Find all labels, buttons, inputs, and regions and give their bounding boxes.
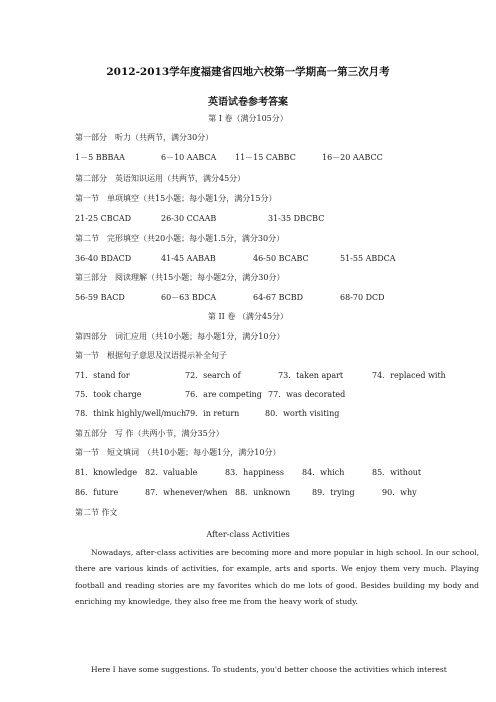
answer-item: 85．without (372, 468, 422, 477)
answer-item: 84．which (302, 468, 345, 477)
answer-item: 77．was decorated (268, 390, 346, 399)
essay-paragraph: Nowadays, after-class activities are becoming more and more popular in high school. In our school, there are various kinds of activities, for example, arts and sports. We enjoy them very much. Playing football and reading stories are my favorites which do me lots of good. Besides building my body and enriching my knowledge, they also free me from the heavy work of study. (75, 548, 479, 607)
answer-item: 76．are competing (185, 390, 262, 399)
essay-title: After-class Activities (206, 530, 290, 539)
answer-item: 82．valuable (145, 468, 198, 477)
answer-item: 79．in return (185, 409, 240, 418)
answer-item: 80．worth visiting (265, 409, 340, 418)
part-5-section-2-heading: 第二节 作文 (75, 508, 118, 517)
volume-1-heading: 第 I 卷（满分105分） (208, 114, 288, 123)
answer-group: 16－20 AABCC (322, 153, 383, 162)
answer-item: 89．trying (312, 488, 355, 497)
answer-group: 60－63 BDCA (161, 293, 217, 302)
part-4-section-1-heading: 第一节 根据句子意思及汉语提示补全句子 (75, 351, 227, 360)
answer-group: 46-50 BCABC (253, 254, 309, 263)
answer-item: 81．knowledge (75, 468, 138, 477)
part-5-heading: 第五部分 写 作（共两小节，满分35分） (75, 429, 224, 438)
answer-item: 74．replaced with (372, 371, 446, 380)
answer-group: 6－10 AABCA (161, 153, 217, 162)
answer-item: 83．happiness (225, 468, 284, 477)
answer-item: 71．stand for (75, 371, 130, 380)
document-subtitle: 英语试卷参考答案 (208, 97, 288, 108)
answer-item: 78．think highly/well/much (75, 409, 187, 418)
section-1-heading: 第一节 单项填空（共15小题；每小题1分，满分15分） (75, 194, 277, 203)
answer-group: 64-67 BCBD (253, 293, 304, 302)
answer-group: 11－15 CABBC (235, 153, 296, 162)
answer-item: 75．took charge (75, 390, 142, 399)
answer-group: 21-25 CBCAD (75, 214, 132, 223)
answer-item: 88．unknown (235, 488, 291, 497)
volume-2-heading: 第 II 卷 （满分45分） (207, 312, 289, 321)
answer-item: 87．whenever/when (145, 488, 228, 497)
answer-group: 68-70 DCD (340, 293, 385, 302)
answer-item: 73．taken apart (278, 371, 344, 380)
part-5-section-1-heading: 第一节 短文填词 （共10小题；每小题1分，满分10分） (75, 448, 281, 457)
answer-group: 56-59 BACD (75, 293, 125, 302)
essay-paragraph: Here I have some suggestions. To students, you'd better choose the activities which interest (91, 665, 447, 674)
part-3-heading: 第三部分 阅读理解（共15小题；每小题2分，满分30分） (75, 273, 285, 282)
part-1-heading: 第一部分 听力（共两节，满分30分） (75, 133, 214, 142)
answer-item: 86．future (75, 488, 119, 497)
document-title: 2012-2013学年度福建省四地六校第一学期高一第三次月考 (106, 66, 390, 78)
answer-group: 51-55 ABDCA (340, 254, 396, 263)
part-2-heading: 第二部分 英语知识运用（共两节，满分45分） (75, 174, 246, 183)
answer-group: 31-35 DBCBC (268, 214, 325, 223)
section-2-heading: 第二节 完形填空（共20小题；每小题1.5分，满分30分） (75, 234, 285, 243)
answer-item: 90．why (382, 488, 417, 497)
part-4-heading: 第四部分 词汇应用（共10小题；每小题1分，满分10分） (75, 332, 285, 341)
answer-group: 1－5 BBBAA (75, 153, 125, 162)
answer-item: 72．search of (185, 371, 241, 380)
answer-group: 26-30 CCAAB (161, 214, 217, 223)
answer-group: 41-45 AABAB (161, 254, 216, 263)
answer-group: 36-40 BDACD (75, 254, 132, 263)
